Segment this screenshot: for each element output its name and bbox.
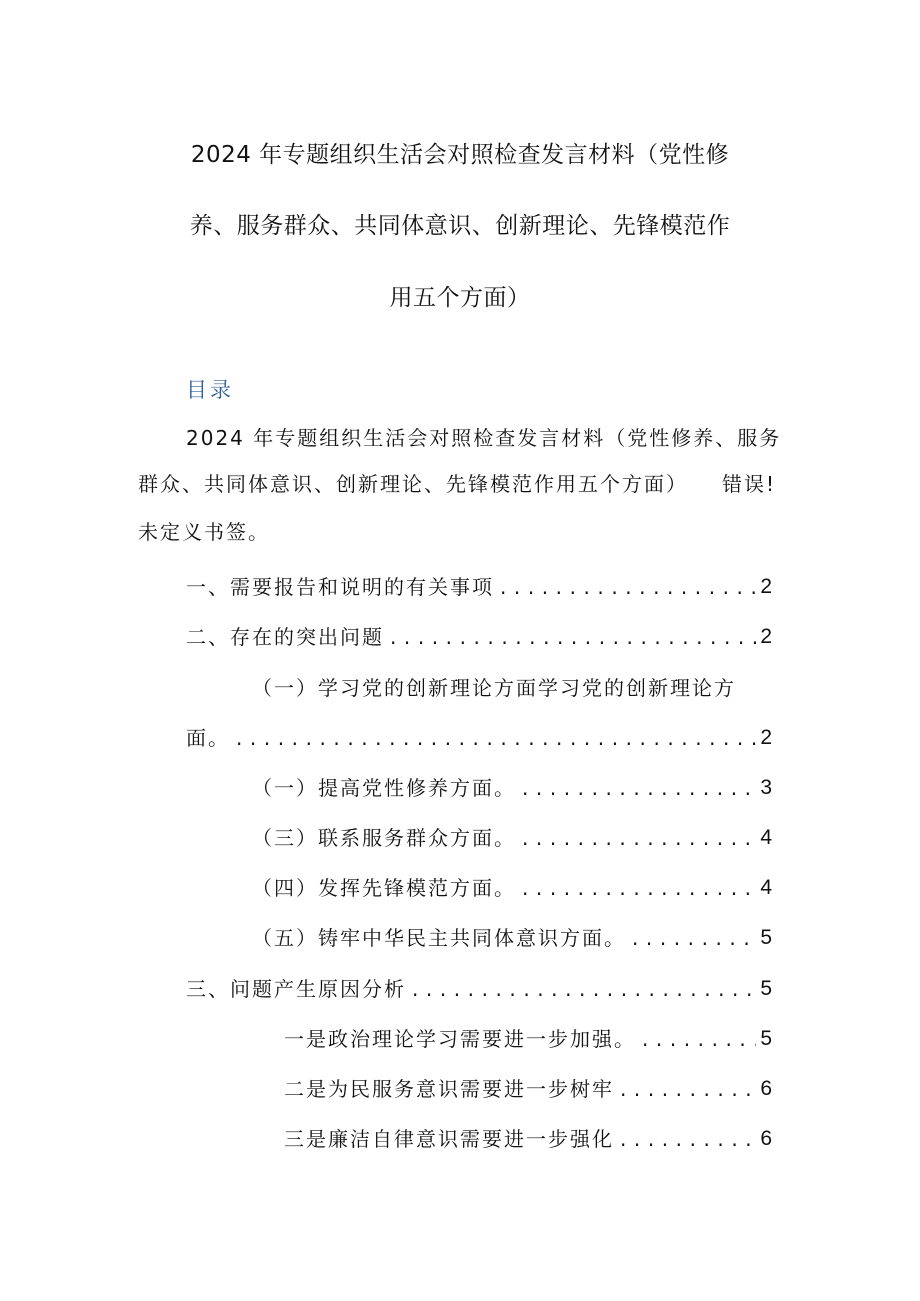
toc-entry-page: 4	[760, 826, 772, 849]
toc-entry[interactable]	[252, 823, 772, 853]
toc-entry-label-line-1[interactable]: （一）学习党的创新理论方面学习党的创新理论方	[252, 676, 736, 700]
toc-entry[interactable]	[284, 1074, 772, 1104]
toc-leader-dots	[620, 1124, 756, 1154]
toc-leader-dots	[236, 723, 756, 753]
toc-intro-text: 群众、共同体意识、创新理论、先锋模范作用五个方面）	[138, 472, 688, 496]
toc-entry-page: 5	[760, 1027, 772, 1050]
toc-entry-page: 6	[760, 1127, 772, 1150]
toc-entry-page: 3	[760, 776, 772, 799]
toc-entry-page: 2	[760, 625, 772, 648]
toc-leader-dots	[500, 572, 756, 602]
toc-entry-label: 二、存在的突出问题	[186, 625, 384, 649]
toc-entry[interactable]	[186, 723, 772, 753]
toc-entry-label: 二是为民服务意识需要进一步树牢	[284, 1077, 614, 1101]
toc-intro-line-3: 未定义书签。	[138, 520, 270, 544]
toc-entry[interactable]	[252, 923, 772, 953]
toc-leader-dots	[412, 974, 756, 1004]
toc-entry-page: 2	[760, 575, 772, 598]
toc-entry[interactable]	[186, 572, 772, 602]
toc-entry-label: 三是廉洁自律意识需要进一步强化	[284, 1127, 614, 1151]
toc-leader-dots	[632, 923, 756, 953]
toc-leader-dots	[620, 1074, 756, 1104]
toc-heading: 目录	[186, 378, 234, 402]
toc-entry[interactable]	[186, 974, 772, 1004]
toc-leader-dots	[642, 1024, 756, 1054]
toc-entry-page: 5	[760, 977, 772, 1000]
toc-leader-dots	[522, 873, 756, 903]
toc-entry-label: 三、问题产生原因分析	[186, 977, 406, 1001]
toc-entry-label: 一、需要报告和说明的有关事项	[186, 575, 494, 599]
toc-entry[interactable]	[284, 1024, 772, 1054]
toc-entry[interactable]	[186, 622, 772, 652]
toc-entry[interactable]	[252, 873, 772, 903]
toc-leader-dots	[522, 823, 756, 853]
toc-entry-label: 一是政治理论学习需要进一步加强。	[284, 1027, 636, 1051]
document-title-line-3: 用五个方面）	[389, 285, 531, 311]
toc-entry-page: 4	[760, 876, 772, 899]
toc-entry-label: （四）发挥先锋模范方面。	[252, 876, 516, 900]
toc-entry-page: 5	[760, 926, 772, 949]
toc-entry[interactable]	[252, 773, 772, 803]
toc-entry-label: （一）提高党性修养方面。	[252, 776, 516, 800]
toc-entry-label: （三）联系服务群众方面。	[252, 826, 516, 850]
toc-leader-dots	[390, 622, 756, 652]
document-title-line-2: 养、服务群众、共同体意识、创新理论、先锋模范作	[189, 213, 731, 239]
toc-entry-page: 6	[760, 1077, 772, 1100]
toc-error-text: 错误!	[722, 472, 777, 496]
toc-entry-page: 2	[760, 726, 772, 749]
toc-intro-line-1: 2024 年专题组织生活会对照检查发言材料（党性修养、服务	[186, 426, 782, 450]
toc-intro-line-2	[138, 470, 776, 498]
toc-entry-label: （五）铸牢中华民主共同体意识方面。	[252, 926, 626, 950]
toc-entry[interactable]	[284, 1124, 772, 1154]
document-title-line-1: 2024 年专题组织生活会对照检查发言材料（党性修	[190, 142, 730, 168]
toc-leader-dots	[522, 773, 756, 803]
toc-entry-label: 面。	[186, 726, 230, 750]
